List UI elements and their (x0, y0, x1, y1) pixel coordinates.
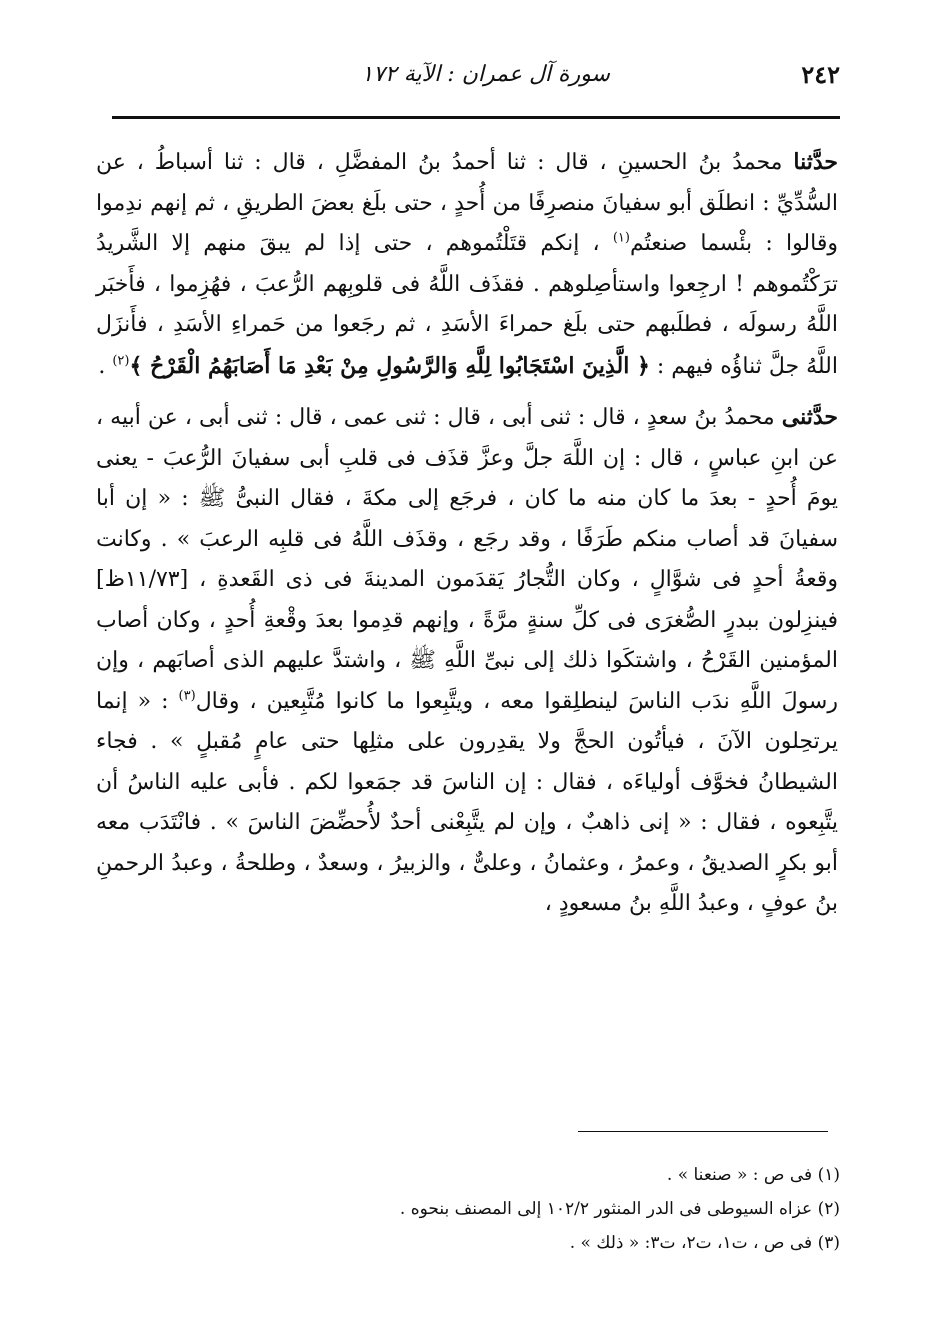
footnote-3: (٣) فى ص ، ت١، ت٢، ت٣: « ذلك » . (569, 1233, 840, 1253)
footnote-rule (578, 1131, 828, 1132)
page-header (112, 58, 840, 98)
paragraph-1-text-c: . (98, 353, 113, 379)
paragraph-1 (96, 142, 838, 387)
running-title: سورة آل عمران : الآية ١٧٢ (361, 62, 610, 87)
paragraph-2-text-a: محمدُ بنُ سعدٍ ، قال : ثنى أبى ، قال : ثنى عمى ، قال : ثنى أبى ، عن أبيه ، عن ابنِ عباسٍ ، قال : إن اللَّهَ جلَّ وعزَّ قذَف فى قلبِ أبى سفيانَ الرُّعبَ - يعنى يومَ أُحدٍ - بعدَ ما كان منه ما كان ، فرجَع إلى مكةَ ، فقال النبىُّ ﷺ : « إن أبا سفيانَ قد أصاب منكم طَرَفًا ، وقد رجَع ، وقذَف اللَّهُ فى قلبِه الرعبَ » . وكانت وقعةُ أحدٍ فى شوَّالٍ ، وكان التُّجارُ يَقدَمون المدينةَ فى ذى القَعدةِ ، [١١/٧٣ظ] فينزِلون ببدرٍ الصُّغرَى فى كلِّ سنةٍ مرَّةً ، وإنهم قدِموا بعدَ وقْعةِ أُحدٍ ، وكان أصاب المؤمنين القَرْحُ ، واشتكَوا ذلك إلى نبىِّ اللَّهِ ﷺ ، واشتدَّ عليهم الذى أصابَهم ، وإن رسولَ اللَّهِ ندَب الناسَ لينطلِقوا معه ، ويتَّبِعوا ما كانوا مُتَّبِعين ، وقال (96, 405, 839, 714)
page-number: ٢٤٢ (801, 60, 840, 89)
main-text (96, 142, 838, 925)
paragraph-2-lead: حدَّثنى (781, 404, 838, 430)
paragraph-1-lead: حدَّثنا (793, 149, 838, 175)
header-rule (112, 116, 840, 119)
footnote-1: (١) فى ص : « صنعنا » . (666, 1165, 840, 1185)
footnote-ref-3: (٣) (178, 688, 196, 704)
quran-quote: ﴿ الَّذِينَ اسْتَجَابُوا لِلَّهِ وَالرَّسُولِ مِنْ بَعْدِ مَا أَصَابَهُمُ الْقَرْحُ ﴾ (129, 352, 650, 379)
paragraph-1-text-b: ، إنكم قتَلْتُموهم ، حتى إذا لم يبقَ منهم إلا الشَّريدُ ترَكْتُموهم ! ارجِعوا واستأصِلوهم . فقذَف اللَّهُ فى قلوبِهم الرُّعبَ ، فهُزِموا ، فأَخبَر اللَّهُ رسولَه ، فطلَبهم حتى بلَغ حمراءَ الأسَدِ ، ثم رجَعوا من حَمراءِ الأسَدِ ، فأَنزَل اللَّهُ جلَّ ثناؤُه فيهم : (96, 231, 838, 379)
footnote-ref-2: (٢) (112, 353, 130, 369)
footnote-ref-1: (١) (612, 230, 630, 246)
paragraph-1-text-a: محمدُ بنُ الحسينِ ، قال : ثنا أحمدُ بنُ المفضَّلِ ، قال : ثنا أسباطُ ، عن السُّدِّيِّ : انطلَق أبو سفيانَ منصرِفًا من أُحدٍ ، حتى بلَغ بعضَ الطريقِ ، ثم إنهم ندِموا وقالوا : بئْسما صنعتُم (96, 150, 838, 256)
footnotes (300, 1158, 840, 1260)
paragraph-2 (96, 397, 838, 925)
paragraph-2-text-b: : « إنما يرتحِلون الآنَ ، فيأتُون الحجَّ ولا يقدِرون على مثلِها حتى عامٍ مُقبلٍ » . فجاء الشيطانُ فخوَّف أولياءَه ، فقال : إن الناسَ قد جمَعوا لكم . فأبى عليه الناسُ أن يتَّبِعوه ، فقال : « إنى ذاهبٌ ، وإن لم يتَّبِعْنى أحدٌ لأُحضِّضَ الناسَ » . فانْتَدَب معه أبو بكرٍ الصديقُ ، وعمرُ ، وعثمانُ ، وعلىٌّ ، والزبيرُ ، وسعدٌ ، وطلحةُ ، وعبدُ الرحمنِ بنُ عوفٍ ، وعبدُ اللَّهِ بنُ مسعودٍ ، (96, 688, 838, 916)
footnote-2: (٢) عزاه السيوطى فى الدر المنثور ١٠٢/٢ إلى المصنف بنحوه . (399, 1199, 840, 1219)
